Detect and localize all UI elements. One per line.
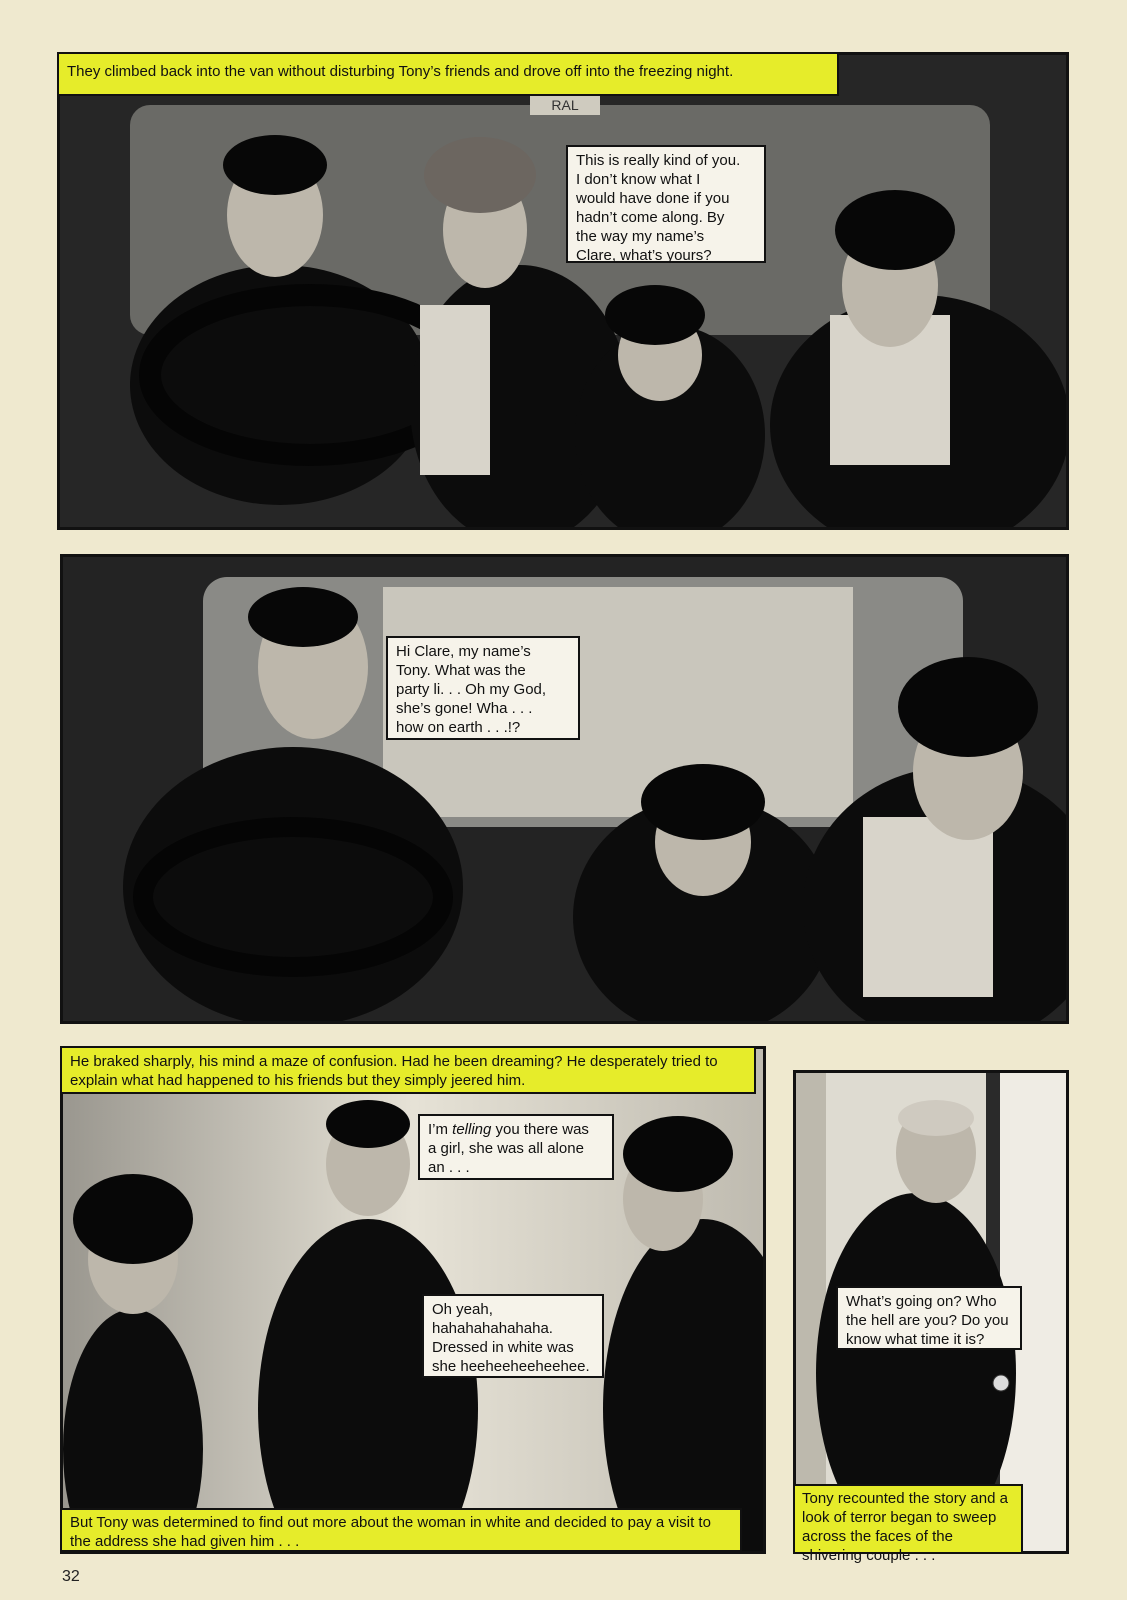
van-plate-text: RAL <box>551 97 579 113</box>
panel-3-photo <box>63 1049 763 1551</box>
panel-1-speech-bubble <box>566 145 766 263</box>
speech-line: Hi Clare, my name’s <box>396 643 531 660</box>
panel-2-speech-bubble <box>386 636 580 740</box>
panel-3-speech-bubble-1 <box>418 1114 614 1180</box>
speech-line: Tony. What was the <box>396 662 526 679</box>
speech-line: an . . . <box>428 1159 470 1176</box>
speech-line: the hell are you? Do you <box>846 1312 1009 1329</box>
speech-emphasis: telling <box>452 1121 492 1138</box>
speech-line: how on earth . . .!? <box>396 719 521 736</box>
panel-2 <box>60 554 1069 1024</box>
panel-3-top-caption: He braked sharply, his mind a maze of confusion. Had he been dreaming? He desperately tried to explain what had happened to his friends but they simply jeered him. <box>60 1046 756 1094</box>
panel-4-speech-bubble <box>836 1286 1022 1350</box>
panel-2-photo <box>63 557 1066 1021</box>
speech-line: a girl, she was all alone <box>428 1140 584 1157</box>
panel-3 <box>60 1046 766 1554</box>
speech-line: Dressed in white was <box>432 1339 574 1356</box>
speech-line: party li. . . Oh my God, <box>396 681 547 698</box>
panel-1-caption: They climbed back into the van without disturbing Tony’s friends and drove off into the freezing night. <box>57 52 839 96</box>
speech-line: know what time it is? <box>846 1331 985 1348</box>
speech-line: she heeheeheeheehee. <box>432 1358 590 1375</box>
panel-1 <box>57 52 1069 530</box>
speech-line: hadn’t come along. By <box>576 209 725 226</box>
panel-1-photo <box>60 55 1066 527</box>
speech-line: What’s going on? Who <box>846 1293 997 1310</box>
speech-line: This is really kind of you. <box>576 152 741 169</box>
speech-line: I don’t know what I <box>576 171 701 188</box>
speech-line: she’s gone! Wha . . . <box>396 700 533 717</box>
speech-line: would have done if you <box>576 190 730 207</box>
panel-4-caption: Tony recounted the story and a look of terror began to sweep across the faces of the shivering couple . . . <box>793 1484 1023 1554</box>
page-number: 32 <box>62 1568 80 1585</box>
speech-line: Clare, what’s yours? <box>576 247 712 264</box>
speech-line: I’m telling you there was <box>428 1121 589 1138</box>
speech-line: hahahahahahaha. <box>432 1320 553 1337</box>
panel-3-speech-bubble-2 <box>422 1294 604 1378</box>
speech-line: the way my name’s <box>576 228 705 245</box>
speech-line: Oh yeah, <box>432 1301 493 1318</box>
panel-3-bottom-caption: But Tony was determined to find out more about the woman in white and decided to pay a visit to the address she had given him . . . <box>60 1508 742 1552</box>
